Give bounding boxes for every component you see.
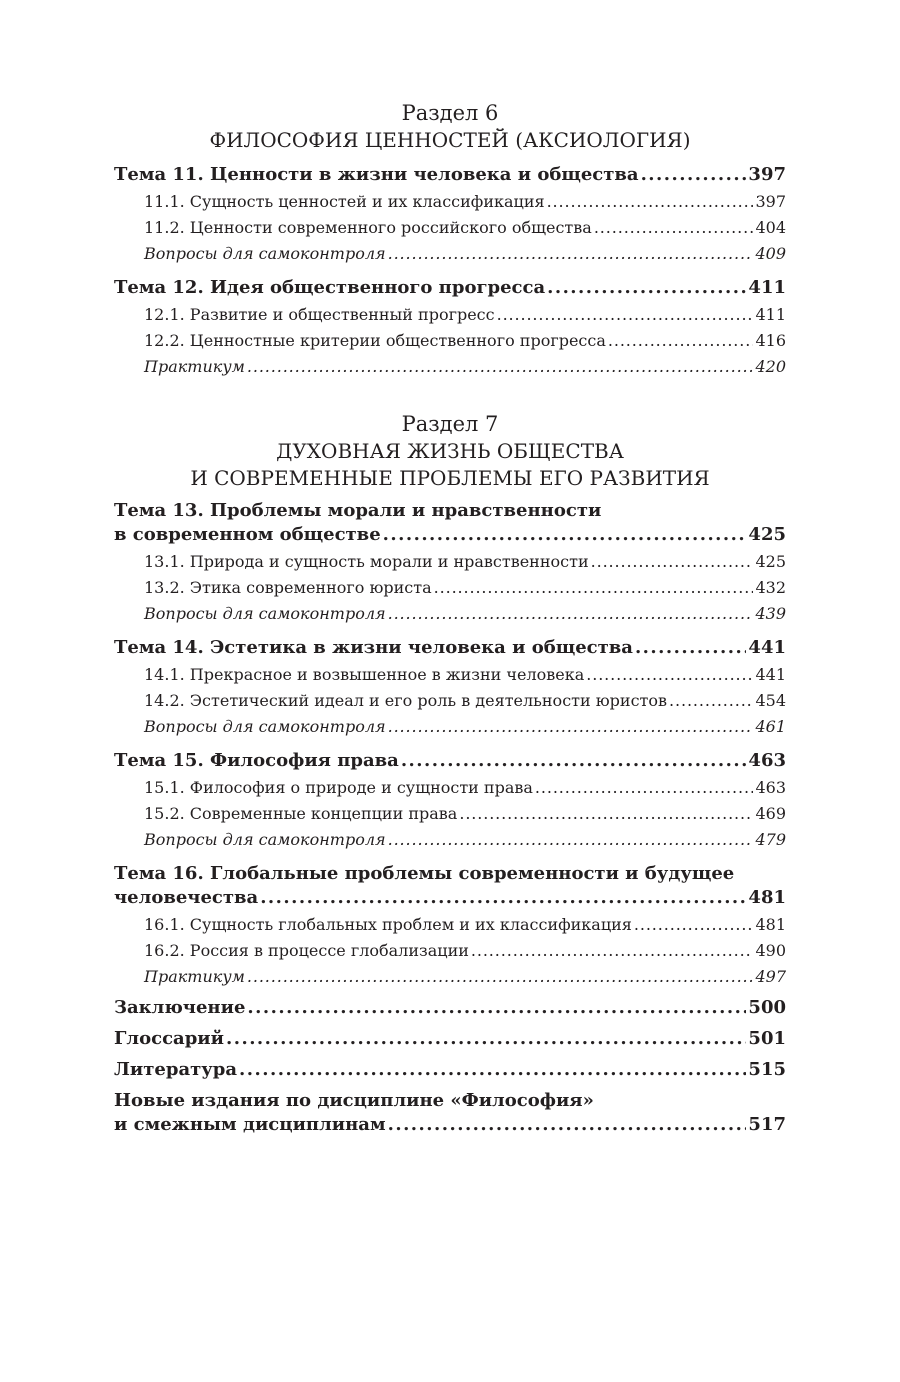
toc-entry-14-1[interactable]	[114, 662, 786, 688]
page-number: 397	[748, 164, 786, 185]
page-number: 461	[755, 717, 786, 736]
page-number: 411	[755, 305, 786, 324]
page-number: 439	[755, 604, 786, 623]
toc-entry-12-1[interactable]	[114, 302, 786, 328]
toc-literature[interactable]	[114, 1058, 786, 1082]
toc-topic-15[interactable]	[114, 749, 786, 773]
dot-leader	[388, 1113, 747, 1137]
page-number: 409	[755, 244, 786, 263]
dot-leader	[401, 749, 747, 773]
dot-leader	[459, 801, 753, 827]
dot-leader	[608, 328, 754, 354]
toc-entry-11-1[interactable]	[114, 189, 786, 215]
page-number: 441	[748, 637, 786, 658]
page-number: 463	[748, 750, 786, 771]
section-title: ФИЛОСОФИЯ ЦЕННОСТЕЙ (АКСИОЛОГИЯ)	[209, 128, 691, 152]
dot-leader	[247, 964, 754, 990]
toc-entry-13-2[interactable]	[114, 575, 786, 601]
section-number: Раздел 6	[401, 101, 499, 125]
entry-label: 12.1. Развитие и общественный прогресс	[144, 305, 495, 324]
toc-topic-11[interactable]	[114, 163, 786, 187]
dot-leader	[388, 241, 754, 267]
table-of-contents	[114, 100, 786, 1137]
dot-leader	[471, 938, 754, 964]
dot-leader	[591, 549, 754, 575]
entry-label: 11.1. Сущность ценностей и их классификация	[144, 192, 545, 211]
toc-entry-14-questions[interactable]	[114, 714, 786, 740]
dot-leader	[634, 912, 754, 938]
toc-entry-11-questions[interactable]	[114, 241, 786, 267]
dot-leader	[669, 688, 753, 714]
page-number: 469	[755, 804, 786, 823]
dot-leader	[388, 827, 754, 853]
entry-label: Практикум	[144, 357, 245, 376]
topic-title-line-1: Тема 13. Проблемы морали и нравственности	[114, 500, 602, 521]
entry-label: Вопросы для самоконтроля	[144, 604, 386, 623]
page-number: 501	[748, 1028, 786, 1049]
page-number: 497	[755, 967, 786, 986]
toc-new-editions[interactable]	[114, 1089, 786, 1137]
page-number: 454	[755, 691, 786, 710]
topic-title: Тема 12. Идея общественного прогресса	[114, 277, 546, 298]
entry-label: 15.2. Современные концепции права	[144, 804, 458, 823]
page-number: 397	[755, 192, 786, 211]
page-number: 481	[748, 887, 786, 908]
topic-title-line-1: Тема 16. Глобальные проблемы современности и будущее	[114, 863, 735, 884]
entry-label: 15.1. Философия о природе и сущности права	[144, 778, 533, 797]
topic-title: Тема 11. Ценности в жизни человека и общества	[114, 164, 639, 185]
toc-entry-13-questions[interactable]	[114, 601, 786, 627]
entry-label: 14.2. Эстетический идеал и его роль в деятельности юристов	[144, 691, 668, 710]
page-number: 404	[755, 218, 786, 237]
dot-leader	[547, 276, 746, 300]
dot-leader	[497, 302, 754, 328]
toc-topic-12[interactable]	[114, 276, 786, 300]
dot-leader	[388, 714, 754, 740]
topic-title-line-2: в современном обществе	[114, 524, 381, 545]
entry-label: Вопросы для самоконтроля	[144, 717, 386, 736]
toc-topic-13[interactable]	[114, 499, 786, 547]
toc-glossary[interactable]	[114, 1027, 786, 1051]
toc-conclusion[interactable]	[114, 996, 786, 1020]
toc-entry-14-2[interactable]	[114, 688, 786, 714]
topic-title-line-2: человечества	[114, 887, 259, 908]
section-6-heading	[114, 100, 786, 153]
entry-label: Глоссарий	[114, 1028, 224, 1049]
toc-entry-11-2[interactable]	[114, 215, 786, 241]
dot-leader	[635, 636, 746, 660]
page-number: 416	[755, 331, 786, 350]
toc-entry-16-practicum[interactable]	[114, 964, 786, 990]
page-number: 425	[748, 524, 786, 545]
page-number: 479	[755, 830, 786, 849]
toc-entry-16-2[interactable]	[114, 938, 786, 964]
dot-leader	[535, 775, 754, 801]
entry-label: 13.2. Этика современного юриста	[144, 578, 432, 597]
entry-label: 14.1. Прекрасное и возвышенное в жизни человека	[144, 665, 585, 684]
topic-title: Тема 15. Философия права	[114, 750, 399, 771]
toc-entry-15-2[interactable]	[114, 801, 786, 827]
dot-leader	[434, 575, 754, 601]
page-number: 481	[755, 915, 786, 934]
entry-label: Практикум	[144, 967, 245, 986]
dot-leader	[586, 662, 753, 688]
toc-entry-15-1[interactable]	[114, 775, 786, 801]
entry-title-line-1: Новые издания по дисциплине «Философия»	[114, 1090, 594, 1111]
dot-leader	[260, 886, 746, 910]
toc-entry-12-practicum[interactable]	[114, 354, 786, 380]
dot-leader	[383, 523, 747, 547]
entry-label: Заключение	[114, 997, 246, 1018]
page-number: 517	[748, 1114, 786, 1135]
page-number: 490	[755, 941, 786, 960]
dot-leader	[594, 215, 754, 241]
section-7-heading	[114, 411, 786, 491]
section-title-line-2: И СОВРЕМЕННЫЕ ПРОБЛЕМЫ ЕГО РАЗВИТИЯ	[190, 466, 710, 490]
dot-leader	[226, 1027, 746, 1051]
page-number: 420	[755, 357, 786, 376]
dot-leader	[239, 1058, 746, 1082]
page-number: 432	[755, 578, 786, 597]
toc-topic-14[interactable]	[114, 636, 786, 660]
dot-leader	[641, 163, 747, 187]
entry-label: Вопросы для самоконтроля	[144, 830, 386, 849]
toc-entry-16-1[interactable]	[114, 912, 786, 938]
entry-label: Литература	[114, 1059, 238, 1080]
page-number: 500	[748, 997, 786, 1018]
entry-label: 13.1. Природа и сущность морали и нравственности	[144, 552, 589, 571]
section-number: Раздел 7	[401, 412, 499, 436]
entry-label: 16.2. Россия в процессе глобализации	[144, 941, 469, 960]
page-number: 463	[755, 778, 786, 797]
toc-entry-12-2[interactable]	[114, 328, 786, 354]
entry-label: 16.1. Сущность глобальных проблем и их классификация	[144, 915, 632, 934]
topic-title: Тема 14. Эстетика в жизни человека и общества	[114, 637, 633, 658]
page-number: 441	[755, 665, 786, 684]
dot-leader	[247, 996, 746, 1020]
entry-title-line-2: и смежным дисциплинам	[114, 1114, 386, 1135]
toc-entry-13-1[interactable]	[114, 549, 786, 575]
page-number: 425	[755, 552, 786, 571]
dot-leader	[388, 601, 754, 627]
dot-leader	[547, 189, 754, 215]
page-number: 515	[748, 1059, 786, 1080]
entry-label: 12.2. Ценностные критерии общественного прогресса	[144, 331, 606, 350]
dot-leader	[247, 354, 754, 380]
section-title-line-1: ДУХОВНАЯ ЖИЗНЬ ОБЩЕСТВА	[276, 439, 624, 463]
entry-label: Вопросы для самоконтроля	[144, 244, 386, 263]
page-number: 411	[748, 277, 786, 298]
toc-topic-16[interactable]	[114, 862, 786, 910]
toc-entry-15-questions[interactable]	[114, 827, 786, 853]
entry-label: 11.2. Ценности современного российского общества	[144, 218, 592, 237]
